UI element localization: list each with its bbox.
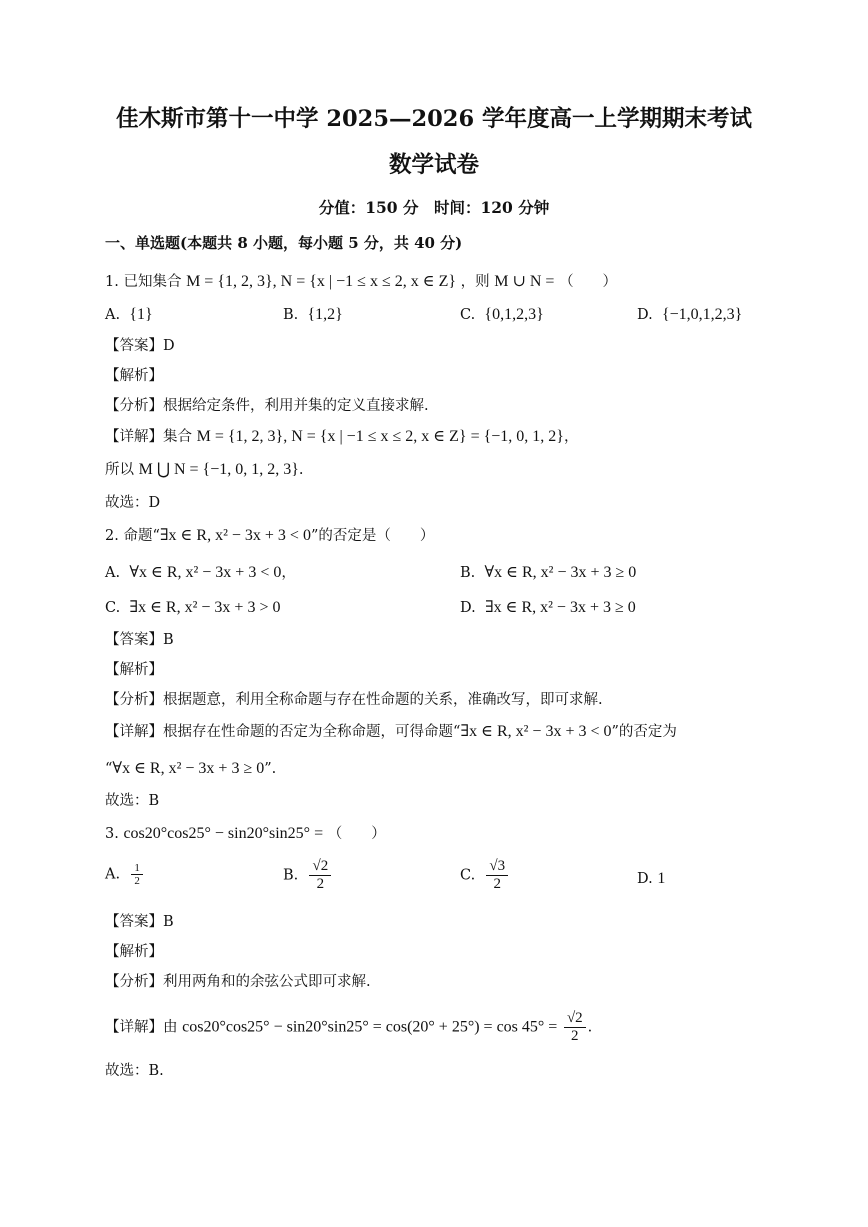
answer-line: 【答案】B <box>105 632 174 648</box>
choose-line: 故选：B <box>105 793 160 809</box>
question-number: 1. <box>105 274 119 290</box>
question-1-stem <box>105 272 617 292</box>
fenxi-line: 【分析】利用两角和的余弦公式即可求解. <box>105 974 371 990</box>
choose-line: 故选：D <box>105 495 161 511</box>
question-3-stem <box>105 824 386 844</box>
detail-line-2: “∀x ∈ R, x² − 3x + 3 ≥ 0”. <box>105 760 277 777</box>
fenxi-line: 【分析】根据题意，利用全称命题与存在性命题的关系，准确改写，即可求解. <box>105 692 603 708</box>
option-b: B. $\frac{√2}{2}$ <box>283 858 333 893</box>
choose-line: 故选：B. <box>105 1063 164 1079</box>
detail-line: 【详解】集合 M = {1, 2, 3}, N = {x | −1 ≤ x ≤ 2, x ∈ Z} = {−1, 0, 1, 2}， <box>105 428 579 445</box>
option-c: C. ∃x ∈ R, x² − 3x + 3 > 0 <box>105 599 281 616</box>
detail-line: 【详解】由 cos20°cos25° − sin20°sin25° = cos(20° + 25°) = cos 45° = $\frac{√2}{2}$ . <box>105 1010 593 1044</box>
document-subtitle: 数学试卷 <box>388 152 479 178</box>
answer-line: 【答案】D <box>105 338 175 354</box>
option-b: B. {1,2} <box>283 306 343 323</box>
question-math: M = {1, 2, 3}, N = {x | −1 ≤ x ≤ 2, x ∈ Z} <box>186 273 457 290</box>
document-title: 佳木斯市第十一中学 2025—2026 学年度高一上学期期末考试 <box>116 106 752 132</box>
option-a: A. ∀x ∈ R, x² − 3x + 3 < 0， <box>105 564 296 581</box>
answer-paren: （ ） <box>559 274 618 290</box>
option-a: A. {1} <box>105 306 153 323</box>
option-d: D. 1 <box>637 870 666 887</box>
question-text: 已知集合 <box>123 274 182 290</box>
analysis-label: 【解析】 <box>105 368 163 384</box>
question-number: 3. <box>105 826 119 842</box>
question-text: ，则 <box>460 274 490 290</box>
analysis-label: 【解析】 <box>105 662 163 678</box>
question-number: 2. <box>105 528 119 544</box>
question-math: cos20°cos25° − sin20°sin25° = <box>123 825 324 842</box>
answer-line: 【答案】B <box>105 914 174 930</box>
question-math: ∃x ∈ R, x² − 3x + 3 < 0 <box>159 527 311 544</box>
answer-paren: （ ） <box>327 826 386 842</box>
option-c: C. $\frac{√3}{2}$ <box>460 858 510 893</box>
option-c: C. {0,1,2,3} <box>460 306 544 323</box>
detail-line: 【详解】根据存在性命题的否定为全称命题，可得命题“∃x ∈ R, x² − 3x + 3 < 0”的否定为 <box>105 723 677 740</box>
section-heading: 一、单选题(本题共 8 小题，每小题 5 分，共 40 分) <box>105 234 463 252</box>
option-d: D. ∃x ∈ R, x² − 3x + 3 ≥ 0 <box>460 599 636 616</box>
option-b: B. ∀x ∈ R, x² − 3x + 3 ≥ 0 <box>460 564 637 581</box>
fenxi-line: 【分析】根据给定条件，利用并集的定义直接求解. <box>105 398 429 414</box>
question-2-stem: 2. 命题“∃x ∈ R, x² − 3x + 3 < 0”的否定是（ ） <box>105 527 435 544</box>
exam-meta: 分值：150 分 时间：120 分钟 <box>318 198 550 217</box>
detail-line-2: 所以 M ⋃ N = {−1, 0, 1, 2, 3}. <box>105 461 304 478</box>
analysis-label: 【解析】 <box>105 944 163 960</box>
option-a: A. $\frac{1}{2}$ <box>105 862 145 887</box>
option-d: D. {−1,0,1,2,3} <box>637 306 743 323</box>
question-math: M ∪ N = <box>494 273 555 290</box>
